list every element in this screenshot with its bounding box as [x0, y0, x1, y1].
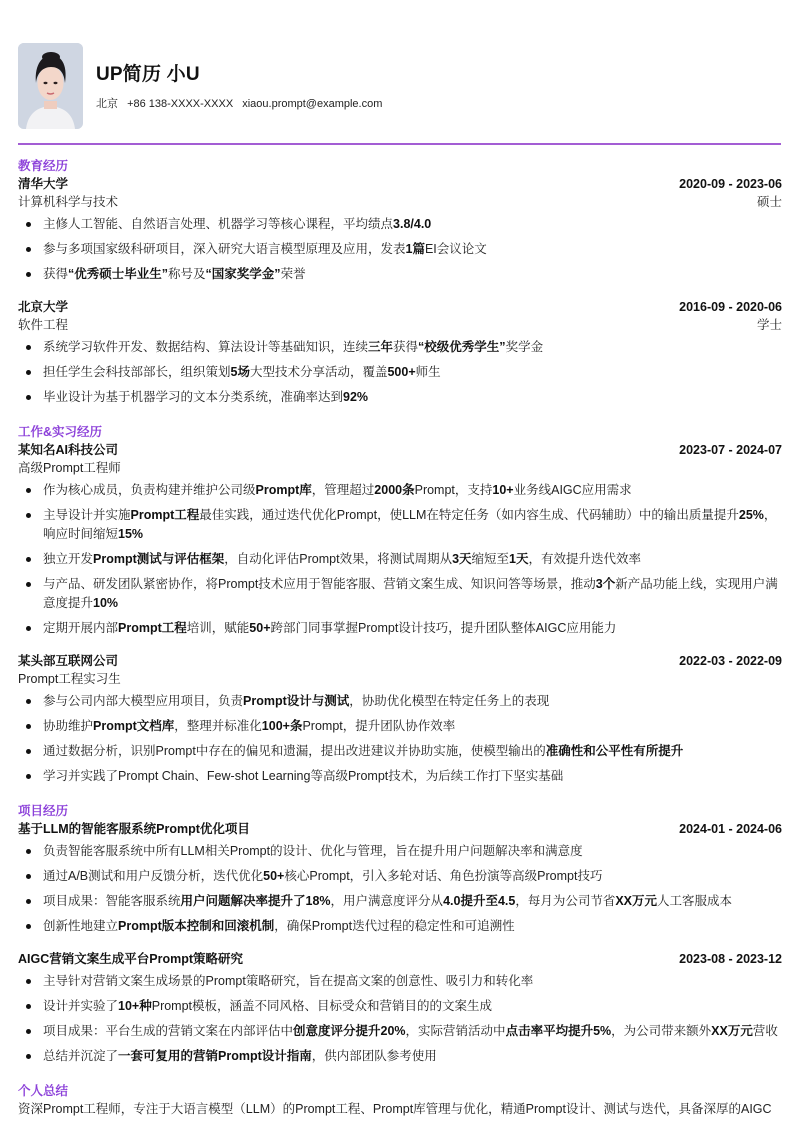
bullet-item: 参与公司内部大模型应用项目，负责Prompt设计与测试，协助优化模型在特定任务上的表现 [18, 692, 782, 711]
bullet-item: 创新性地建立Prompt版本控制和回滚机制，确保Prompt迭代过程的稳定性和可追溯性 [18, 917, 782, 936]
bullet-list [18, 481, 782, 638]
work-section [18, 423, 782, 786]
bullet-list [18, 692, 782, 786]
project-name: 基于LLM的智能客服系统Prompt优化项目 [18, 822, 250, 836]
bullet-item: 定期开展内部Prompt工程培训，赋能50+跨部门同事掌握Prompt设计技巧，提升团队整体AIGC应用能力 [18, 619, 782, 638]
bullet-item: 作为核心成员，负责构建并维护公司级Prompt库，管理超过2000条Prompt，支持10+业务线AIGC应用需求 [18, 481, 782, 500]
job-role: Prompt工程实习生 [18, 672, 121, 686]
contact-city: 北京 [96, 98, 118, 110]
entry-date: 2023-07 - 2024-07 [679, 443, 782, 457]
company-name: 某头部互联网公司 [18, 654, 119, 668]
entry-date: 2016-09 - 2020-06 [679, 300, 782, 314]
section-title-work: 工作&实习经历 [18, 425, 103, 439]
major: 软件工程 [18, 318, 69, 332]
entry-date: 2023-08 - 2023-12 [679, 952, 782, 966]
projects-section [18, 802, 782, 1066]
entry-date: 2020-09 - 2023-06 [679, 177, 782, 191]
bullet-list [18, 842, 782, 936]
entry-date: 2022-03 - 2022-09 [679, 654, 782, 668]
summary-text: 资深Prompt工程师，专注于大语言模型（LLM）的Prompt工程、Prompt库管理与优化，精通Prompt设计、测试与迭代，具备深厚的AIGC [18, 1102, 772, 1116]
school-name: 清华大学 [18, 177, 69, 191]
work-entry [18, 652, 782, 786]
bullet-item: 参与多项国家级科研项目，深入研究大语言模型原理及应用，发表1篇EI会议论文 [18, 240, 782, 259]
company-name: 某知名AI科技公司 [18, 443, 119, 457]
contact-email[interactable]: xiaou.prompt@example.com [242, 98, 383, 110]
section-title-projects: 项目经历 [18, 804, 69, 818]
candidate-name: UP简历 小U [96, 64, 200, 85]
bullet-item: 系统学习软件开发、数据结构、算法设计等基础知识，连续三年获得“校级优秀学生”奖学金 [18, 338, 782, 357]
education-entry [18, 298, 782, 407]
section-title-education: 教育经历 [18, 159, 69, 173]
school-name: 北京大学 [18, 300, 69, 314]
avatar-icon [18, 43, 83, 129]
bullet-item: 主修人工智能、自然语言处理、机器学习等核心课程，平均绩点3.8/4.0 [18, 215, 782, 234]
major: 计算机科学与技术 [18, 195, 119, 209]
avatar-photo [18, 43, 83, 129]
bullet-item: 项目成果：智能客服系统用户问题解决率提升了18%，用户满意度评分从4.0提升至4.5，每月为公司节省XX万元人工客服成本 [18, 892, 782, 911]
degree: 硕士 [756, 195, 782, 209]
project-entry [18, 820, 782, 936]
entry-date: 2024-01 - 2024-06 [679, 822, 782, 836]
header-divider [18, 143, 781, 145]
bullet-item: 负责智能客服系统中所有LLM相关Prompt的设计、优化与管理，旨在提升用户问题解决率和满意度 [18, 842, 782, 861]
bullet-item: 主导针对营销文案生成场景的Prompt策略研究，旨在提高文案的创意性、吸引力和转化率 [18, 972, 782, 991]
project-entry [18, 950, 782, 1066]
bullet-item: 担任学生会科技部部长，组织策划5场大型技术分享活动，覆盖500+师生 [18, 363, 782, 382]
bullet-item: 通过数据分析，识别Prompt中存在的偏见和遗漏，提出改进建议并协助实施，使模型输出的准确性和公平性有所提升 [18, 742, 782, 761]
resume-header [18, 43, 781, 129]
bullet-list [18, 215, 782, 284]
contact-phone: +86 138-XXXX-XXXX [127, 98, 234, 110]
bullet-item: 设计并实验了10+种Prompt模板，涵盖不同风格、目标受众和营销目的的文案生成 [18, 997, 782, 1016]
bullet-list [18, 338, 782, 407]
bullet-item: 获得“优秀硕士毕业生”称号及“国家奖学金”荣誉 [18, 265, 782, 284]
bullet-item: 主导设计并实施Prompt工程最佳实践，通过迭代优化Prompt，使LLM在特定任务（如内容生成、代码辅助）中的输出质量提升25%，响应时间缩短15% [18, 506, 782, 544]
bullet-list [18, 972, 782, 1066]
bullet-item: 协助维护Prompt文档库，整理并标准化100+条Prompt，提升团队协作效率 [18, 717, 782, 736]
education-section [18, 157, 782, 407]
job-role: 高级Prompt工程师 [18, 461, 121, 475]
bullet-item: 毕业设计为基于机器学习的文本分类系统，准确率达到92% [18, 388, 782, 407]
degree: 学士 [756, 318, 782, 332]
project-name: AIGC营销文案生成平台Prompt策略研究 [18, 952, 244, 966]
contact-line [96, 95, 388, 111]
education-entry [18, 175, 782, 284]
resume-body [18, 157, 782, 1119]
summary-section [18, 1082, 782, 1119]
bullet-item: 学习并实践了Prompt Chain、Few-shot Learning等高级Prompt技术，为后续工作打下坚实基础 [18, 767, 782, 786]
bullet-item: 与产品、研发团队紧密协作，将Prompt技术应用于智能客服、营销文案生成、知识问答等场景，推动3个新产品功能上线，实现用户满意度提升10% [18, 575, 782, 613]
section-title-summary: 个人总结 [18, 1084, 69, 1098]
bullet-item: 项目成果：平台生成的营销文案在内部评估中创意度评分提升20%，实际营销活动中点击率平均提升5%，为公司带来额外XX万元营收 [18, 1022, 782, 1041]
bullet-item: 通过A/B测试和用户反馈分析，迭代优化50+核心Prompt，引入多轮对话、角色扮演等高级Prompt技巧 [18, 867, 782, 886]
work-entry [18, 441, 782, 638]
bullet-item: 总结并沉淀了一套可复用的营销Prompt设计指南，供内部团队参考使用 [18, 1047, 782, 1066]
bullet-item: 独立开发Prompt测试与评估框架，自动化评估Prompt效果，将测试周期从3天缩短至1天，有效提升迭代效率 [18, 550, 782, 569]
